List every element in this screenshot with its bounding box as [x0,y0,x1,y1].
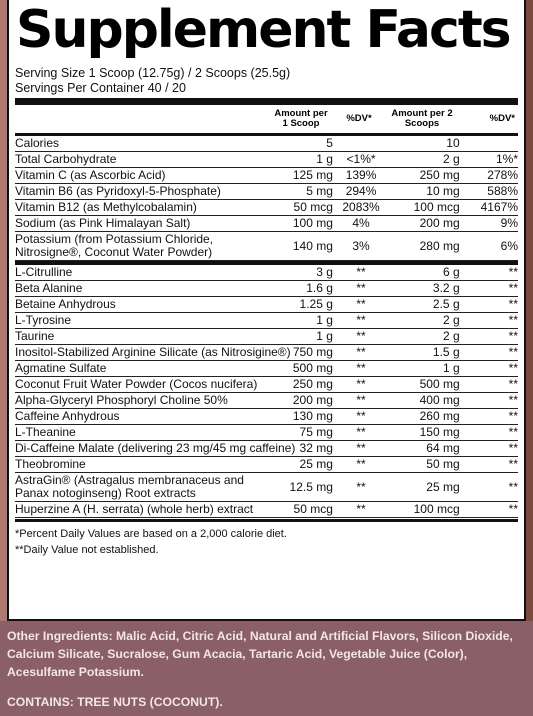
other-ingredients: Other Ingredients: Malic Acid, Citric Acid, Natural and Artificial Flavors, Silicon Dioxide, Calcium Silicate, Sucralose, Gum Acacia, Tartaric Acid, Vegetable Juice (Color), Acesulfame Potassium. [7,629,513,679]
amount-2-scoops: 50 mg [389,457,459,473]
dv-2-scoops: 278% [460,168,518,184]
nutrient-row [15,184,518,200]
amount-1-scoop: 1.25 g [273,297,333,313]
nutrient-name: L-Theanine [15,425,273,441]
nutrient-name: Vitamin C (as Ascorbic Acid) [15,168,273,184]
dv-2-scoops: 4167% [460,200,518,216]
nutrient-name: Calories [15,136,273,152]
nutrient-name: Total Carbohydrate [15,152,273,168]
nutrient-row [15,216,518,232]
background-edge-right [526,0,533,621]
dv-1-scoop: ** [333,409,389,425]
dv-2-scoops: ** [460,409,518,425]
amount-1-scoop: 32 mg [273,441,333,457]
ingredient-table [15,265,518,518]
amount-2-scoops: 500 mg [389,377,459,393]
amount-2-scoops: 250 mg [389,168,459,184]
nutrient-name: Beta Alanine [15,281,273,297]
nutrient-name: Di-Caffeine Malate (delivering 23 mg/45 mg caffeine) [15,441,296,455]
amount-1-scoop: 1.6 g [273,281,333,297]
amount-1-scoop: 1 g [273,313,333,329]
nutrient-name: Alpha-Glyceryl Phosphoryl Choline 50% [15,393,273,409]
header-dv-2: %DV* [489,113,515,124]
amount-2-scoops: 2 g [389,152,459,168]
amount-1-scoop: 130 mg [273,409,333,425]
panel-title: Supplement Facts [16,0,510,60]
dv-1-scoop: ** [333,345,389,361]
dv-2-scoops: ** [460,329,518,345]
dv-1-scoop: 2083% [333,200,389,216]
header-amount-1-scoop: Amount per 1 Scoop [274,108,328,129]
nutrient-name: AstraGin® (Astragalus membranaceus and Panax notoginseng) Root extracts [15,473,273,502]
nutrient-name: Huperzine A (H. serrata) (whole herb) extract [15,502,273,518]
dv-1-scoop [333,136,389,152]
dv-1-scoop: ** [333,502,389,518]
nutrient-name: Potassium (from Potassium Chloride, Nitrosigne®, Coconut Water Powder) [15,232,273,261]
amount-2-scoops: 150 mg [389,425,459,441]
dv-2-scoops: ** [460,265,518,281]
amount-1-scoop: 125 mg [273,168,333,184]
ingredient-row [15,345,518,361]
dv-1-scoop: 294% [333,184,389,200]
footnotes [15,522,518,558]
amount-2-scoops: 6 g [389,265,459,281]
dv-2-scoops: ** [460,281,518,297]
amount-2-scoops: 1.5 g [389,345,459,361]
background-edge-left [0,0,7,621]
amount-1-scoop: 5 mg [273,184,333,200]
nutrient-name: Sodium (as Pink Himalayan Salt) [15,216,273,232]
amount-2-scoops: 260 mg [389,409,459,425]
amount-1-scoop: 100 mg [273,216,333,232]
amount-2-scoops: 64 mg [389,441,459,457]
amount-2-scoops: 200 mg [389,216,459,232]
allergen-statement: CONTAINS: TREE NUTS (COCONUT). [7,695,223,709]
amount-2-scoops: 280 mg [389,232,459,261]
amount-1-scoop: 25 mg [273,457,333,473]
amount-1-scoop: 3 g [273,265,333,281]
dv-2-scoops: ** [460,425,518,441]
nutrient-name: Vitamin B12 (as Methylcobalamin) [15,200,273,216]
serving-size: Serving Size 1 Scoop (12.75g) / 2 Scoops (25.5g) [15,66,291,80]
dv-1-scoop: ** [333,297,389,313]
footnote-not-established: **Daily Value not established. [15,544,159,556]
amount-1-scoop: 750 mg [273,345,333,361]
dv-2-scoops [460,136,518,152]
dv-2-scoops: ** [460,457,518,473]
ingredient-row [15,377,518,393]
dv-1-scoop: ** [333,457,389,473]
amount-2-scoops: 2 g [389,313,459,329]
column-headers [15,105,518,133]
amount-2-scoops: 2 g [389,329,459,345]
dv-1-scoop: <1%* [333,152,389,168]
nutrient-name: Vitamin B6 (as Pyridoxyl-5-Phosphate) [15,184,273,200]
dv-1-scoop: ** [333,313,389,329]
nutrient-row [15,136,518,152]
dv-1-scoop: ** [333,425,389,441]
dv-2-scoops: ** [460,345,518,361]
dv-2-scoops: ** [460,297,518,313]
nutrient-name: L-Tyrosine [15,313,273,329]
dv-1-scoop: ** [333,473,389,502]
dv-1-scoop: ** [333,441,389,457]
footnote-dv: *Percent Daily Values are based on a 2,000 calorie diet. [15,528,287,540]
dv-2-scoops: ** [460,393,518,409]
dv-2-scoops: ** [460,361,518,377]
ingredient-row [15,425,518,441]
dv-1-scoop: 4% [333,216,389,232]
amount-1-scoop: 250 mg [273,377,333,393]
ingredient-row [15,441,518,457]
nutrient-name: Betaine Anhydrous [15,297,273,313]
ingredient-row [15,502,518,518]
dv-2-scoops: ** [460,313,518,329]
nutrient-row [15,232,518,261]
dv-1-scoop: ** [333,265,389,281]
nutrient-row [15,168,518,184]
nutrient-name: Agmatine Sulfate [15,361,273,377]
nutrient-name: Taurine [15,329,273,345]
nutrient-row [15,200,518,216]
ingredient-row [15,329,518,345]
dv-2-scoops: 6% [460,232,518,261]
amount-2-scoops: 100 mcg [389,502,459,518]
amount-1-scoop: 12.5 mg [273,473,333,502]
dv-2-scoops: 588% [460,184,518,200]
nutrient-name: Theobromine [15,457,273,473]
amount-1-scoop: 140 mg [273,232,333,261]
servings-per-container: Servings Per Container 40 / 20 [15,81,186,95]
ingredient-row [15,409,518,425]
ingredient-row [15,457,518,473]
amount-1-scoop: 50 mcg [273,200,333,216]
dv-2-scoops: 9% [460,216,518,232]
amount-2-scoops: 400 mg [389,393,459,409]
header-amount-2-scoops: Amount per 2 Scoops [391,108,453,129]
amount-2-scoops: 25 mg [389,473,459,502]
dv-1-scoop: 3% [333,232,389,261]
nutrient-name: L-Citrulline [15,265,273,281]
ingredient-row [15,473,518,502]
divider-thick [15,98,518,105]
dv-2-scoops: ** [460,473,518,502]
nutrient-name: Inositol-Stabilized Arginine Silicate (as Nitrosigine®) [15,345,291,359]
dv-2-scoops: ** [460,377,518,393]
amount-1-scoop: 5 [273,136,333,152]
dv-2-scoops: ** [460,441,518,457]
amount-2-scoops: 1 g [389,361,459,377]
dv-1-scoop: ** [333,377,389,393]
ingredient-row [15,313,518,329]
ingredient-row [15,281,518,297]
amount-2-scoops: 10 mg [389,184,459,200]
nutrient-table [15,136,518,261]
amount-1-scoop: 1 g [273,329,333,345]
dv-1-scoop: ** [333,361,389,377]
amount-1-scoop: 75 mg [273,425,333,441]
nutrient-name: Coconut Fruit Water Powder (Cocos nucifera) [15,377,273,393]
dv-1-scoop: 139% [333,168,389,184]
dv-1-scoop: ** [333,393,389,409]
nutrient-row [15,152,518,168]
amount-2-scoops: 100 mcg [389,200,459,216]
ingredient-row [15,265,518,281]
dv-1-scoop: ** [333,281,389,297]
dv-2-scoops: 1%* [460,152,518,168]
dv-2-scoops: ** [460,502,518,518]
amount-1-scoop: 200 mg [273,393,333,409]
amount-2-scoops: 2.5 g [389,297,459,313]
dv-1-scoop: ** [333,329,389,345]
amount-1-scoop: 500 mg [273,361,333,377]
ingredient-row [15,361,518,377]
amount-2-scoops: 10 [389,136,459,152]
amount-2-scoops: 3.2 g [389,281,459,297]
supplement-facts-panel [7,0,526,621]
nutrient-name: Caffeine Anhydrous [15,409,273,425]
amount-1-scoop: 50 mcg [273,502,333,518]
ingredient-row [15,393,518,409]
ingredient-row [15,297,518,313]
header-dv-1: %DV* [346,113,372,124]
amount-1-scoop: 1 g [273,152,333,168]
